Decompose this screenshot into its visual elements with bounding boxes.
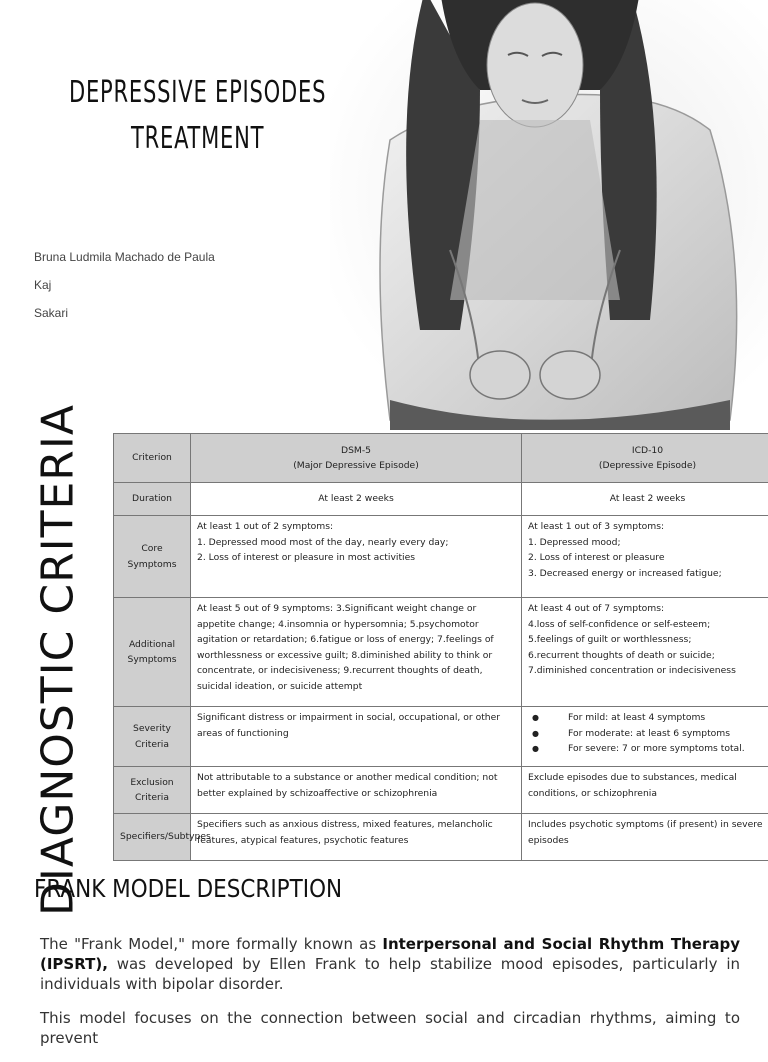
page-title	[44, 70, 352, 162]
text-span: was developed by Ellen Frank to help stabilize mood episodes, particularly in individuals with bipolar disorder.	[40, 955, 740, 993]
cell-line: 4.loss of self-confidence or self-esteem;	[528, 617, 767, 633]
dsm-cell: At least 5 out of 9 symptoms: 3.Significant weight change or appetite change; 4.insomnia or hypersomnia; 5.psychomotor agitation or retardation; 6.fatigue or loss of energy; 7.feelings of worthlessness or excessive guilt; 8.diminished ability to think or concentrate, or indecisiveness; 9.recurrent thoughts of death, suicidal ideation, or suicide attempt	[191, 598, 522, 707]
list-item: ● For severe: 7 or more symptoms total.	[558, 741, 767, 757]
criterion-cell: Specifiers/Subtypes	[114, 814, 191, 861]
section-title-frank-model: FRANK MODEL DESCRIPTION	[34, 874, 342, 903]
table-row	[114, 516, 768, 598]
header-icd10-name: ICD-10	[528, 443, 767, 459]
frank-model-text	[40, 934, 740, 1062]
criterion-cell: Additional Symptoms	[114, 598, 191, 707]
severity-list	[528, 710, 767, 757]
table-row	[114, 707, 768, 767]
table-row	[114, 767, 768, 814]
criterion-cell: Severity Criteria	[114, 707, 191, 767]
paragraph	[40, 934, 740, 994]
icd-cell: Includes psychotic symptoms (if present) in severe episodes	[522, 814, 768, 861]
paragraph: This model focuses on the connection between social and circadian rhythms, aiming to prevent	[40, 1008, 740, 1048]
criterion-cell: Duration	[114, 483, 191, 516]
table-row	[114, 598, 768, 707]
dsm-cell: Specifiers such as anxious distress, mixed features, melancholic features, atypical features, psychotic features	[191, 814, 522, 861]
author-list	[34, 248, 215, 332]
list-item: ● For mild: at least 4 symptoms	[558, 710, 767, 726]
dsm-cell: At least 2 weeks	[191, 483, 522, 516]
cell-line: 1. Depressed mood;	[528, 535, 767, 551]
header-dsm5-sub: (Major Depressive Episode)	[197, 458, 515, 474]
cell-line: 7.diminished concentration or indecisiveness	[528, 663, 767, 679]
list-item: ● For moderate: at least 6 symptoms	[558, 726, 767, 742]
icd-cell	[522, 516, 768, 598]
cell-line: At least 4 out of 7 symptoms:	[528, 601, 767, 617]
criterion-cell: Core Symptoms	[114, 516, 191, 598]
cell-line: At least 1 out of 2 symptoms:	[197, 519, 515, 535]
icd-cell	[522, 707, 768, 767]
cell-line: At least 1 out of 3 symptoms:	[528, 519, 767, 535]
cell-line: 2. Loss of interest or pleasure in most activities	[197, 550, 515, 566]
header-criterion: Criterion	[114, 434, 191, 483]
cell-line: 5.feelings of guilt or worthlessness;	[528, 632, 767, 648]
icd-cell: At least 2 weeks	[522, 483, 768, 516]
dsm-cell: Not attributable to a substance or another medical condition; not better explained by schizoaffective or schizophrenia	[191, 767, 522, 814]
section-title-diagnostic-criteria: DIAGNOSTIC CRITERIA	[33, 404, 84, 916]
header-dsm5-name: DSM-5	[197, 443, 515, 459]
criterion-cell: Exclusion Criteria	[114, 767, 191, 814]
table-header-row	[114, 434, 768, 483]
cell-line: 3. Decreased energy or increased fatigue;	[528, 566, 767, 582]
author-name: Kaj	[34, 276, 215, 304]
author-name: Sakari	[34, 304, 215, 332]
text-span: The "Frank Model," more formally known as	[40, 935, 382, 953]
icd-cell	[522, 598, 768, 707]
cell-line: 2. Loss of interest or pleasure	[528, 550, 767, 566]
header-icd10	[522, 434, 768, 483]
header-dsm5	[191, 434, 522, 483]
cell-line: 6.recurrent thoughts of death or suicide;	[528, 648, 767, 664]
table-row	[114, 483, 768, 516]
title-line-1: DEPRESSIVE EPISODES	[44, 70, 352, 116]
diagnostic-criteria-table	[113, 433, 768, 861]
illustration-depressed-woman	[330, 0, 768, 430]
table-row	[114, 814, 768, 861]
header-icd10-sub: (Depressive Episode)	[528, 458, 767, 474]
icd-cell: Exclude episodes due to substances, medical conditions, or schizophrenia	[522, 767, 768, 814]
dsm-cell: Significant distress or impairment in social, occupational, or other areas of functioning	[191, 707, 522, 767]
cell-line: 1. Depressed mood most of the day, nearly every day;	[197, 535, 515, 551]
title-line-2: TREATMENT	[44, 116, 352, 162]
bold-term: Interpersonal and Social Rhythm Therapy (IPSRT),	[40, 935, 740, 973]
dsm-cell	[191, 516, 522, 598]
author-name: Bruna Ludmila Machado de Paula	[34, 248, 215, 276]
